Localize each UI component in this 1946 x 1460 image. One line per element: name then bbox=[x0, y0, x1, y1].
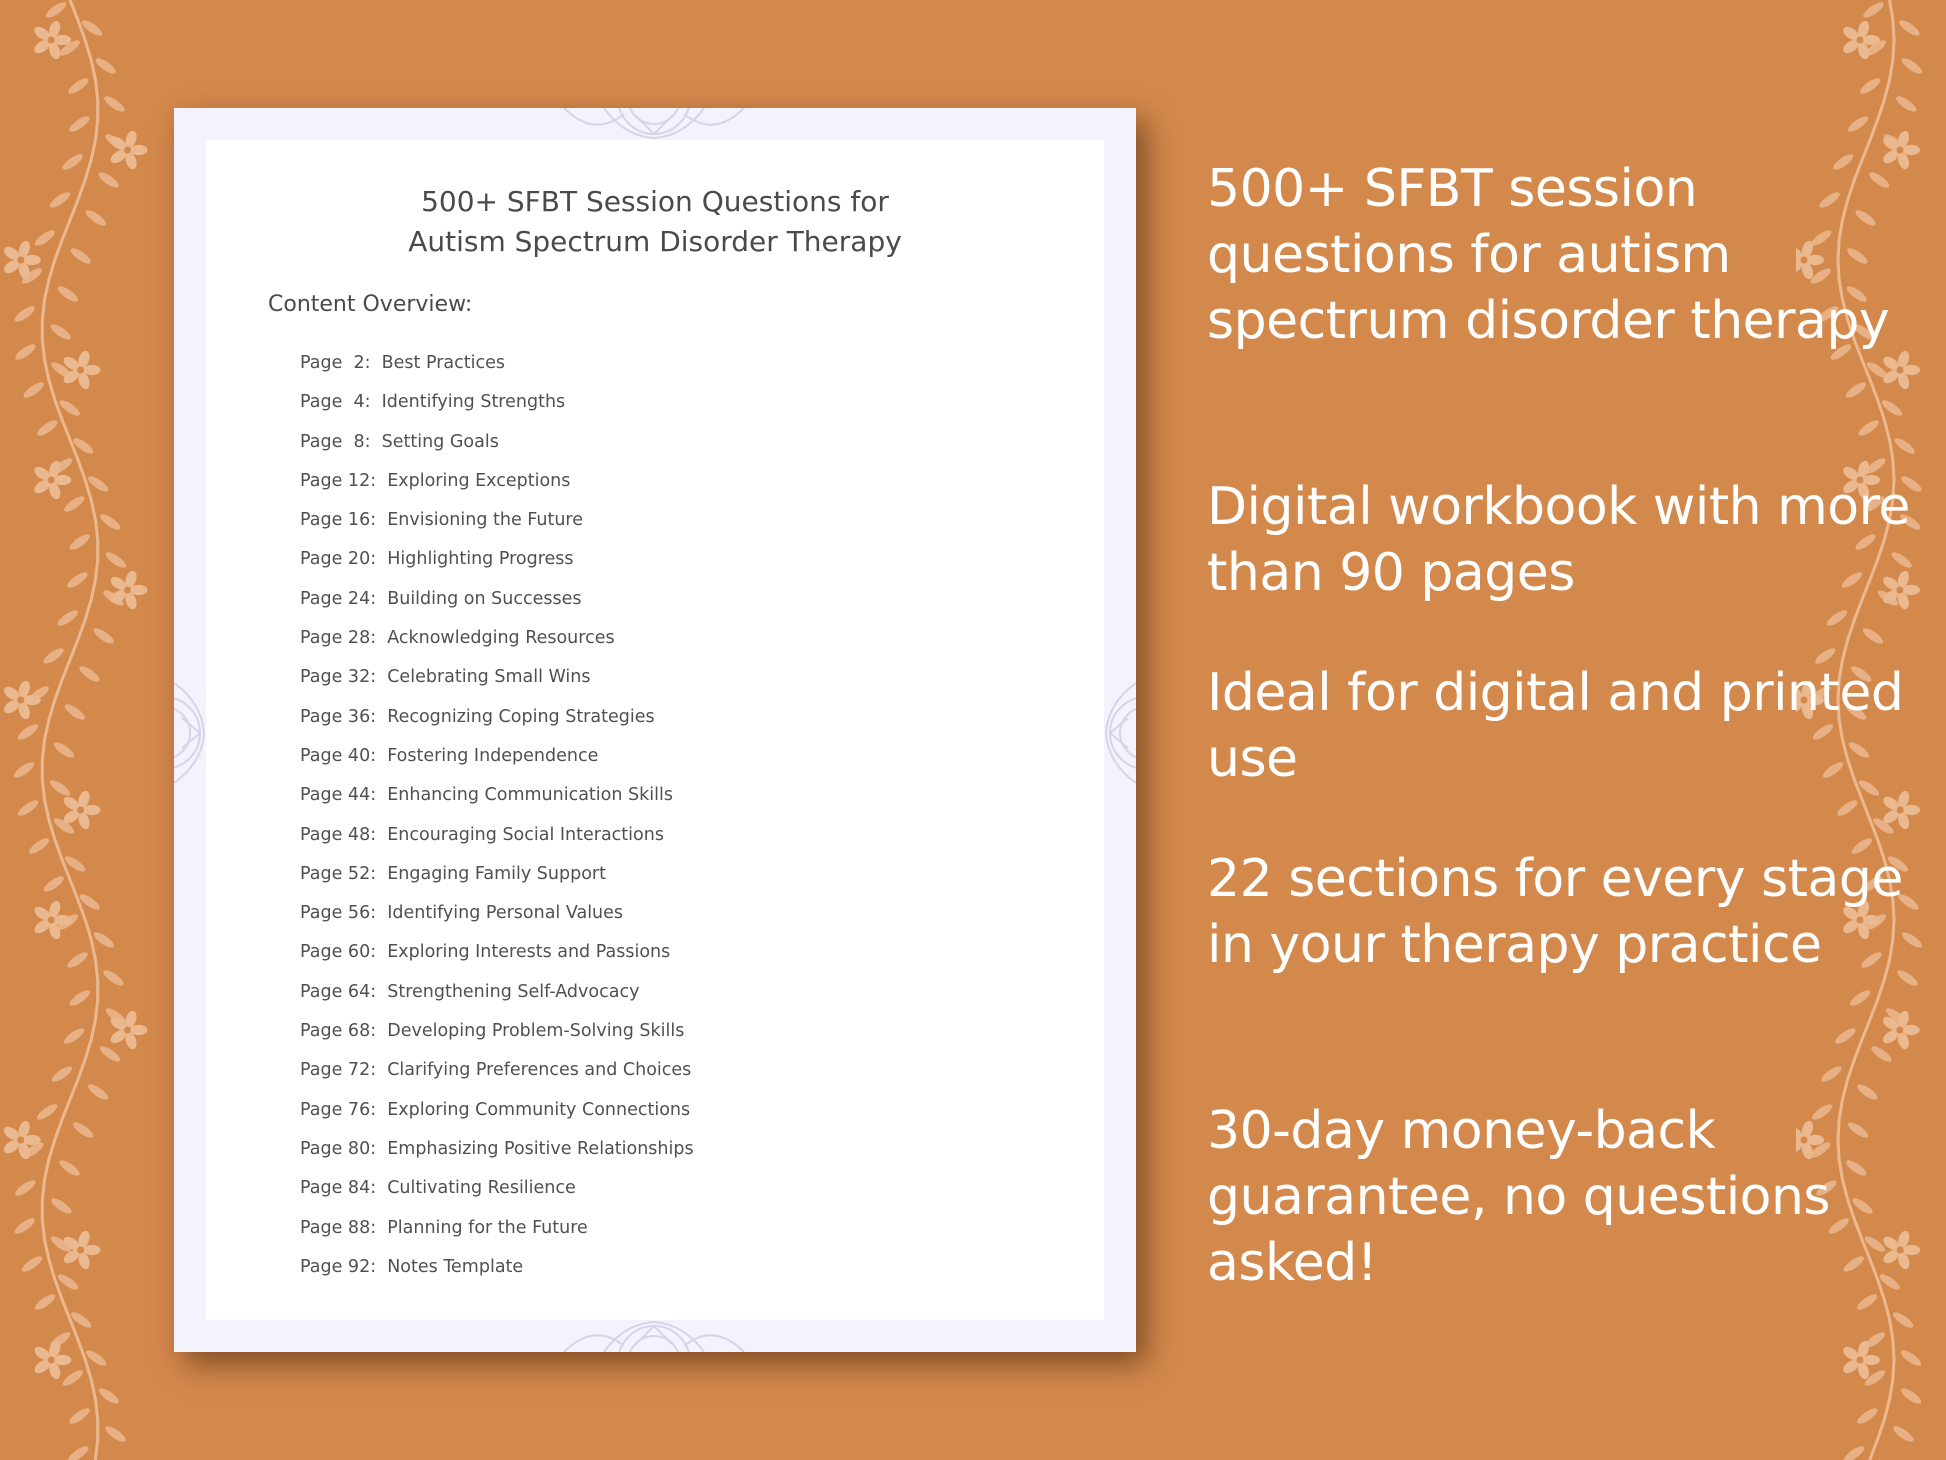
document-preview bbox=[174, 108, 1136, 1352]
feature-item-use: Ideal for digital and printed use bbox=[1207, 663, 1904, 789]
document-title bbox=[206, 182, 1104, 262]
toc-item: Page 88: Planning for the Future bbox=[300, 1217, 588, 1238]
toc-item: Page 76: Exploring Community Connections bbox=[300, 1099, 691, 1120]
mandala-ornament-left bbox=[174, 608, 206, 858]
toc-item: Page 92: Notes Template bbox=[300, 1256, 524, 1277]
toc-item: Page 4: Identifying Strengths bbox=[300, 392, 566, 413]
toc-item: Page 64: Strengthening Self-Advocacy bbox=[300, 981, 640, 1002]
toc-item: Page 24: Building on Successes bbox=[300, 588, 582, 609]
toc-item: Page 36: Recognizing Coping Strategies bbox=[300, 706, 655, 727]
content-overview-label: Content Overview: bbox=[268, 292, 473, 317]
mandala-ornament-bottom bbox=[504, 1320, 804, 1352]
toc-item: Page 2: Best Practices bbox=[300, 353, 505, 373]
toc-item: Page 40: Fostering Independence bbox=[300, 745, 599, 766]
toc-item: Page 8: Setting Goals bbox=[300, 431, 499, 452]
toc-item: Page 44: Enhancing Communication Skills bbox=[300, 785, 673, 806]
toc-item: Page 32: Celebrating Small Wins bbox=[300, 667, 591, 688]
toc-item: Page 84: Cultivating Resilience bbox=[300, 1178, 576, 1199]
toc-item: Page 68: Developing Problem-Solving Skills bbox=[300, 1021, 685, 1042]
feature-item-guarantee: 30-day money-back guarantee, no questions asked! bbox=[1207, 1101, 1831, 1293]
toc-item: Page 16: Envisioning the Future bbox=[300, 510, 583, 531]
toc-item: Page 72: Clarifying Preferences and Choices bbox=[300, 1060, 692, 1081]
feature-list bbox=[1207, 156, 1927, 1296]
document-page bbox=[206, 140, 1104, 1320]
floral-vine-left bbox=[0, 0, 150, 1460]
toc-item: Page 60: Exploring Interests and Passions bbox=[300, 942, 671, 963]
document-title-line-1: 500+ SFBT Session Questions for bbox=[421, 185, 889, 218]
toc-item: Page 12: Exploring Exceptions bbox=[300, 470, 571, 491]
document-title-line-2: Autism Spectrum Disorder Therapy bbox=[408, 225, 902, 258]
mandala-ornament-top bbox=[504, 108, 804, 140]
toc-item: Page 48: Encouraging Social Interactions bbox=[300, 824, 664, 845]
mandala-ornament-right bbox=[1104, 608, 1136, 858]
toc-item: Page 80: Emphasizing Positive Relationships bbox=[300, 1138, 694, 1159]
feature-item-questions: 500+ SFBT session questions for autism spectrum disorder therapy bbox=[1207, 159, 1890, 351]
toc-item: Page 52: Engaging Family Support bbox=[300, 863, 606, 884]
feature-item-pages: Digital workbook with more than 90 pages bbox=[1207, 477, 1910, 603]
toc-item: Page 56: Identifying Personal Values bbox=[300, 903, 624, 924]
table-of-contents bbox=[300, 344, 694, 1287]
toc-item: Page 28: Acknowledging Resources bbox=[300, 628, 615, 649]
feature-item-sections: 22 sections for every stage in your therapy practice bbox=[1207, 849, 1903, 975]
toc-item: Page 20: Highlighting Progress bbox=[300, 549, 574, 570]
